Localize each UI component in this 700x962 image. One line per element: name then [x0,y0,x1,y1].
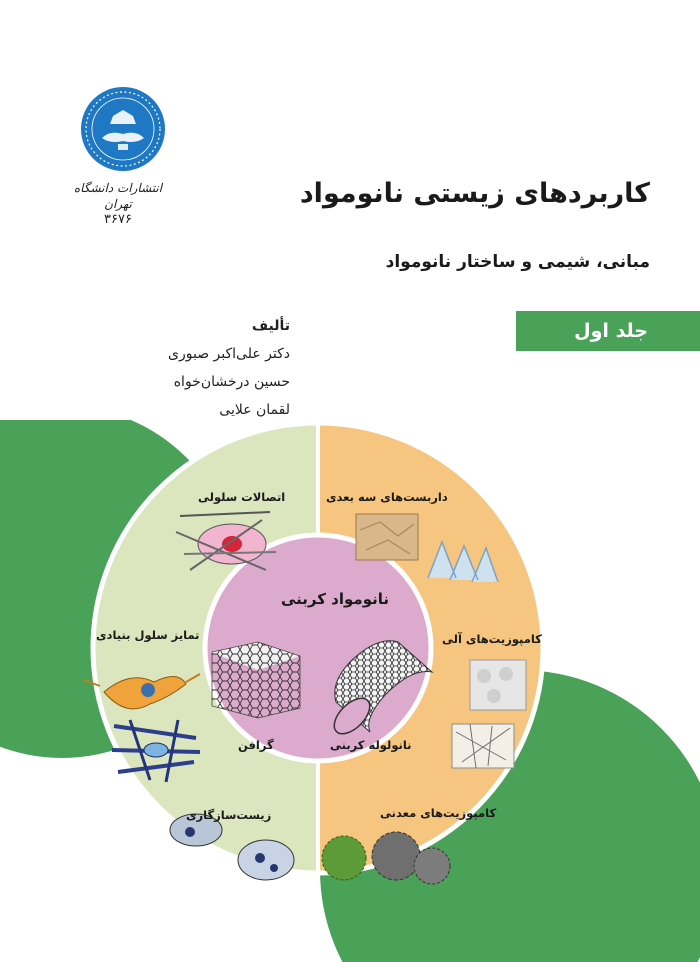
cell-junction-label: اتصالات سلولی [198,490,286,504]
graphene-label: گرافن [238,738,274,752]
author-name: لقمان علایی [219,402,290,418]
publisher-name [62,180,174,228]
book-subtitle: مبانی، شیمی و ساختار نانومواد [385,252,650,272]
stem-cell-label: تمایز سلول بنیادی [96,628,200,642]
publisher-label: انتشارات دانشگاه تهران [73,181,163,211]
volume-badge: جلد اول [516,311,700,351]
author-name: حسین درخشان‌خواه [173,374,290,390]
book-title: کاربردهای زیستی نانومواد [299,178,650,209]
scaffold-label: داربست‌های سه بعدی [326,490,448,504]
inorganic-composite-label: کامپوزیت‌های معدنی [380,806,497,820]
university-logo [80,86,166,172]
authors-heading: تألیف [251,318,290,334]
series-number: ۳۶۷۶ [104,212,132,227]
cover-figure [0,420,700,962]
biocompatibility-label: زیست‌سازگاری [186,808,272,822]
graphene-image [210,642,300,718]
center-title: نانومواد کربنی [280,590,390,608]
author-name: دکتر علی‌اکبر صبوری [168,346,290,362]
organic-composite-label: کامپوزیت‌های آلی [442,632,542,646]
nanotube-label: نانولوله کربنی [330,738,412,752]
authors-block [168,312,290,424]
